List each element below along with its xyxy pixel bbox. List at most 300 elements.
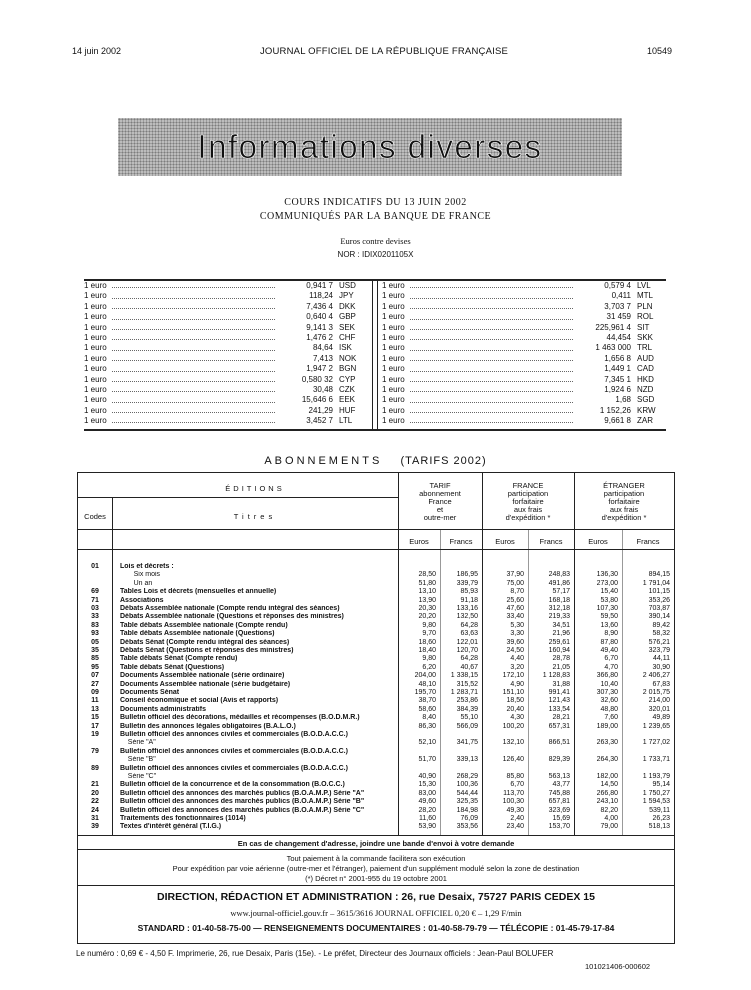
row-value: 55,10 (460, 714, 478, 722)
row-value: 18,40 (418, 647, 436, 654)
row-code: 24 (91, 806, 99, 814)
row-value: 14,50 (600, 781, 618, 789)
row-title: Série "C" (120, 773, 157, 780)
row-value: 991,41 (548, 689, 570, 696)
row-value: 58,32 (652, 630, 670, 638)
currency-code: KRW (637, 405, 656, 415)
row-value: 51,70 (418, 756, 436, 764)
dot-leader (410, 291, 573, 298)
row-value: 7,60 (604, 714, 618, 722)
row-value: 8,90 (604, 630, 618, 638)
row-value: 1 594,53 (642, 798, 670, 806)
dot-leader (112, 354, 275, 361)
row-title: Bulletin officiel des décorations, médailles et récompenses (B.O.D.M.R.) (120, 714, 360, 722)
table-row (78, 655, 674, 662)
rate-label: 1 euro (84, 395, 107, 405)
table-row (78, 630, 674, 637)
rate-value: 0,580 32 (301, 374, 333, 384)
table-row (78, 790, 674, 797)
dot-leader (112, 406, 275, 413)
rate-value: 1,476 2 (306, 332, 333, 342)
row-title: Table débats Sénat (Compte rendu) (120, 655, 238, 663)
row-value: 5,30 (510, 621, 524, 629)
table-row (78, 756, 674, 763)
currency-code: CAD (637, 364, 654, 374)
france-line: forfaitaire (512, 497, 544, 506)
etranger-line: d'expédition * (601, 513, 647, 522)
rate-value: 44,454 (606, 332, 631, 342)
france-line: d'expédition * (505, 513, 551, 522)
rate-value: 9,141 3 (306, 322, 333, 332)
row-value: 341,75 (456, 739, 478, 747)
currency-code: HKD (637, 374, 654, 384)
divider (78, 529, 674, 530)
row-value: 79,00 (600, 823, 618, 831)
row-value: 20,40 (506, 705, 524, 713)
rate-value: 31 459 (606, 312, 631, 322)
row-value: 121,43 (548, 697, 570, 705)
table-row (78, 622, 674, 629)
table-row (78, 571, 674, 578)
row-value: 268,29 (456, 773, 478, 780)
row-value: 28,78 (552, 655, 570, 663)
row-value: 64,28 (460, 621, 478, 629)
rate-label: 1 euro (382, 374, 405, 384)
rate-value: 1,68 (615, 395, 631, 405)
row-value: 312,18 (548, 605, 570, 612)
tarif-line: et (436, 505, 444, 514)
table-row (78, 731, 674, 738)
rate-row (382, 406, 665, 416)
table-row (78, 723, 674, 730)
row-value: 26,23 (652, 815, 670, 822)
codes-header: Codes (84, 512, 106, 521)
row-value: 13,90 (418, 596, 436, 604)
row-value: 53,90 (418, 823, 436, 831)
dot-leader (410, 302, 573, 309)
row-value: 2 015,75 (642, 689, 670, 696)
rate-label: 1 euro (382, 281, 405, 290)
tarif-line: outre-mer (423, 513, 457, 522)
row-value: 1 791,04 (642, 579, 670, 587)
divider (78, 497, 398, 498)
rate-value: 3,703 7 (604, 301, 631, 311)
row-value: 107,30 (596, 605, 618, 612)
row-value: 1 283,71 (450, 689, 478, 696)
row-value: 1 750,27 (642, 789, 670, 797)
note-line: Pour expédition par voie aérienne (outre-mer et l'étranger), paiement d'un supplément modulé selon la zone de destination (172, 864, 580, 873)
row-value: 39,60 (506, 638, 524, 646)
row-value: 657,81 (548, 798, 570, 806)
france-line: aux frais (513, 505, 543, 514)
row-value: 85,80 (506, 773, 524, 780)
rate-row (382, 291, 665, 301)
dot-leader (410, 312, 573, 319)
rate-row (382, 385, 665, 395)
exchange-rates-table (84, 279, 666, 431)
row-value: 264,30 (596, 756, 618, 764)
table-row (78, 588, 674, 595)
rate-row (382, 323, 665, 333)
row-value: 13,10 (418, 588, 436, 596)
currency-code: CYP (339, 374, 356, 384)
row-title: Série "B" (120, 756, 156, 764)
row-value: 168,18 (548, 596, 570, 604)
row-code: 11 (91, 697, 99, 705)
currency-code: USD (339, 281, 356, 290)
table-row (78, 765, 674, 772)
table-row (78, 807, 674, 814)
row-value: 563,13 (548, 773, 570, 780)
rate-label: 1 euro (382, 353, 405, 363)
rate-label: 1 euro (84, 322, 107, 332)
dot-leader (410, 281, 573, 288)
table-row (78, 714, 674, 721)
row-value: 829,39 (548, 756, 570, 764)
row-value: 325,35 (456, 798, 478, 806)
rate-value: 7,436 4 (306, 301, 333, 311)
tarifs-label: (TARIFS 2002) (400, 455, 487, 467)
header-title: JOURNAL OFFICIEL DE LA RÉPUBLIQUE FRANÇAISE (259, 46, 509, 57)
row-value: 120,70 (456, 647, 478, 654)
row-value: 1 128,83 (542, 672, 570, 680)
row-value: 160,94 (548, 647, 570, 654)
table-row (78, 798, 674, 805)
column-divider (372, 281, 378, 429)
currency-code: NZD (637, 384, 654, 394)
row-value: 657,31 (548, 722, 570, 730)
dot-leader (410, 343, 573, 350)
rate-value: 0,411 (611, 291, 631, 301)
row-value: 44,11 (653, 655, 670, 663)
row-value: 576,21 (648, 638, 670, 646)
rate-label: 1 euro (84, 301, 107, 311)
row-value: 86,30 (418, 722, 436, 730)
table-row (78, 563, 674, 570)
row-title: Table débats Sénat (Questions) (120, 663, 225, 671)
rate-value: 0,941 7 (306, 281, 333, 290)
row-value: 189,00 (596, 722, 618, 730)
rate-row (84, 291, 367, 301)
dot-leader (112, 333, 275, 340)
subscription-table (77, 472, 675, 944)
etranger-header (574, 482, 674, 522)
note-line: Tout paiement à la commande facilitera son exécution (286, 854, 466, 863)
row-value: 21,05 (552, 663, 570, 671)
row-title: Bulletin officiel de la concurrence et de la consommation (B.O.C.C.) (120, 781, 345, 789)
rate-value: 30,48 (312, 384, 333, 394)
france-line: participation (507, 489, 549, 498)
table-row (78, 739, 674, 746)
row-value: 48,80 (600, 705, 618, 713)
row-title: Débats Sénat (Compte rendu intégral des séances) (120, 638, 290, 646)
row-value: 49,89 (652, 714, 670, 722)
table-row (78, 781, 674, 788)
table-row (78, 748, 674, 755)
row-value: 52,10 (418, 739, 436, 747)
currency-code: HUF (339, 405, 356, 415)
currency-code: SEK (339, 322, 356, 332)
row-value: 47,60 (506, 605, 524, 612)
row-code: 09 (91, 689, 99, 696)
row-value: 186,95 (456, 571, 478, 579)
row-value: 18,60 (418, 638, 436, 646)
rate-label: 1 euro (382, 322, 405, 332)
dot-leader (112, 281, 275, 288)
row-value: 1 733,71 (642, 756, 670, 764)
etranger-line: participation (603, 489, 645, 498)
currency-code: DKK (339, 301, 356, 311)
row-title: Débats Assemblée nationale (Questions et réponses des ministres) (120, 613, 344, 621)
row-value: 23,40 (506, 823, 524, 831)
rate-value: 9,661 8 (604, 416, 631, 426)
row-value: 59,50 (600, 613, 618, 621)
dot-leader (112, 416, 275, 423)
rate-label: 1 euro (84, 353, 107, 363)
row-code: 39 (91, 823, 99, 831)
row-value: 323,69 (548, 806, 570, 814)
row-value: 1 338,15 (450, 672, 478, 680)
row-value: 566,09 (456, 722, 478, 730)
dot-leader (410, 416, 573, 423)
row-code: 17 (91, 722, 99, 730)
rate-value: 15,646 6 (301, 395, 333, 405)
row-value: 87,80 (600, 638, 618, 646)
row-value: 101,15 (648, 588, 670, 596)
row-value: 31,88 (552, 680, 570, 688)
rate-value: 7,413 (312, 353, 333, 363)
row-value: 15,69 (552, 815, 570, 822)
row-title: Documents Assemblée nationale (série budgétaire) (120, 680, 291, 688)
row-value: 184,98 (456, 806, 478, 814)
currency-code: PLN (637, 301, 653, 311)
row-value: 866,51 (548, 739, 570, 747)
dot-leader (112, 302, 275, 309)
rate-label: 1 euro (382, 312, 405, 322)
table-row (78, 706, 674, 713)
row-title: Documents Sénat (120, 689, 180, 696)
row-value: 182,00 (596, 773, 618, 780)
row-title: Bulletin officiel des annonces des marchés publics (B.O.A.M.P.) Série "B" (120, 798, 365, 806)
row-code: 35 (91, 647, 99, 654)
row-value: 384,39 (456, 705, 478, 713)
nor-reference: NOR : IDIX0201105X (337, 250, 414, 259)
rate-label: 1 euro (84, 405, 107, 415)
rate-label: 1 euro (382, 291, 405, 301)
row-value: 34,51 (552, 621, 570, 629)
row-code: 69 (91, 588, 99, 596)
row-value: 9,80 (422, 655, 436, 663)
row-value: 32,60 (600, 697, 618, 705)
rate-row (84, 281, 367, 291)
rate-row (382, 416, 665, 426)
row-value: 8,70 (510, 588, 524, 596)
row-value: 323,79 (648, 647, 670, 654)
france-line: FRANCE (512, 481, 544, 490)
table-row (78, 647, 674, 654)
euros-label: Euros (588, 537, 608, 546)
row-code: 15 (91, 714, 99, 722)
row-value: 33,40 (506, 613, 524, 621)
rate-label: 1 euro (84, 312, 107, 322)
rate-label: 1 euro (382, 395, 405, 405)
row-value: 63,63 (460, 630, 478, 638)
row-value: 6,70 (510, 781, 524, 789)
row-value: 82,20 (600, 806, 618, 814)
row-value: 745,88 (548, 789, 570, 797)
row-value: 4,70 (604, 663, 618, 671)
dot-leader (410, 364, 573, 371)
table-row (78, 689, 674, 696)
row-value: 21,96 (552, 630, 570, 638)
phones-line: STANDARD : 01-40-58-75-00 — RENSEIGNEMENTS DOCUMENTAIRES : 01-40-58-79-79 — TÉLÉCOPIE : 01-45-79-17-84 (137, 923, 615, 933)
row-code: 33 (91, 613, 99, 621)
row-value: 253,86 (456, 697, 478, 705)
euros-label: Euros (495, 537, 515, 546)
row-code: 13 (91, 705, 99, 713)
row-value: 133,16 (456, 605, 478, 612)
rate-row (382, 281, 665, 291)
row-value: 151,10 (502, 689, 524, 696)
row-value: 2 406,27 (642, 672, 670, 680)
row-value: 259,61 (548, 638, 570, 646)
table-row (78, 681, 674, 688)
currency-code: EEK (339, 395, 356, 405)
website-line: www.journal-officiel.gouv.fr – 3615/3616 JOURNAL OFFICIEL 0,20 € – 1,29 F/min (230, 908, 522, 918)
row-code: 05 (91, 638, 99, 646)
row-code: 19 (91, 731, 99, 738)
etranger-line: forfaitaire (608, 497, 640, 506)
rate-label: 1 euro (382, 301, 405, 311)
rate-row (84, 312, 367, 322)
rate-row (84, 364, 367, 374)
rate-row (84, 406, 367, 416)
row-value: 57,17 (552, 588, 570, 596)
rate-label: 1 euro (84, 416, 107, 426)
divider (78, 885, 674, 886)
currency-code: NOK (339, 353, 357, 363)
row-value: 6,70 (604, 655, 618, 663)
page-header (72, 46, 672, 57)
direction-address: DIRECTION, RÉDACTION ET ADMINISTRATION : 26, rue Desaix, 75727 PARIS CEDEX 15 (157, 891, 595, 903)
rate-row (382, 354, 665, 364)
rate-row (84, 333, 367, 343)
row-value: 95,14 (652, 781, 670, 789)
france-header (482, 482, 574, 522)
rate-value: 118,24 (309, 291, 333, 301)
row-title: Documents administratifs (120, 705, 206, 713)
row-value: 136,30 (596, 571, 618, 579)
rate-value: 0,640 4 (306, 312, 333, 322)
row-value: 4,30 (510, 714, 524, 722)
row-value: 38,70 (418, 697, 436, 705)
row-value: 30,90 (652, 663, 670, 671)
header-date: 14 juin 2002 (72, 46, 122, 56)
rate-value: 7,345 1 (604, 374, 631, 384)
row-value: 366,80 (596, 672, 618, 680)
row-title: Un an (120, 579, 153, 587)
cours-title: COURS INDICATIFS DU 13 JUIN 2002 (284, 197, 467, 208)
table-row (78, 773, 674, 780)
dot-leader (112, 323, 275, 330)
row-value: 6,20 (422, 663, 436, 671)
table-row (78, 580, 674, 587)
row-title: Bulletin officiel des annonces civiles et commerciales (B.O.D.A.C.C.) (120, 747, 348, 755)
rate-row (84, 385, 367, 395)
row-title: Série "A" (120, 739, 156, 747)
rate-label: 1 euro (84, 364, 107, 374)
dot-leader (112, 312, 275, 319)
rates-left-column (84, 281, 367, 426)
row-value: 4,90 (510, 680, 524, 688)
row-value: 339,79 (456, 579, 478, 587)
currency-code: LTL (339, 416, 353, 426)
table-row (78, 672, 674, 679)
row-value: 3,20 (510, 663, 524, 671)
row-value: 48,10 (418, 680, 436, 688)
rate-label: 1 euro (84, 281, 107, 290)
row-value: 1 193,79 (642, 773, 670, 780)
row-value: 113,70 (503, 789, 524, 797)
row-value: 83,00 (418, 789, 436, 797)
row-title: Traitements des fonctionnaires (1014) (120, 815, 246, 822)
row-value: 2,40 (510, 815, 524, 822)
row-value: 3,30 (510, 630, 524, 638)
row-value: 132,50 (456, 613, 478, 621)
row-value: 339,13 (456, 756, 478, 764)
etranger-line: ÉTRANGER (603, 481, 645, 490)
currency-code: MTL (637, 291, 653, 301)
rate-row (84, 416, 367, 426)
row-value: 13,60 (600, 621, 618, 629)
row-value: 53,80 (600, 596, 618, 604)
francs-label: Francs (539, 537, 563, 546)
row-code: 89 (91, 764, 99, 772)
row-value: 132,10 (502, 739, 524, 747)
rate-row (84, 323, 367, 333)
row-value: 49,30 (506, 806, 524, 814)
row-title: Bulletin officiel des annonces des marchés publics (B.O.A.M.P.) Série "A" (120, 789, 365, 797)
currency-code: LVL (637, 281, 651, 290)
row-code: 93 (91, 630, 99, 638)
row-value: 153,70 (548, 823, 570, 831)
row-value: 20,30 (418, 605, 436, 612)
row-value: 539,11 (649, 806, 670, 814)
row-value: 43,77 (552, 781, 570, 789)
rate-label: 1 euro (84, 332, 107, 342)
rate-value: 1 152,26 (599, 405, 631, 415)
dot-leader (410, 395, 573, 402)
row-code: 79 (91, 747, 99, 755)
row-code: 20 (91, 789, 99, 797)
rate-label: 1 euro (382, 364, 405, 374)
rate-row (382, 333, 665, 343)
row-value: 307,30 (596, 689, 618, 696)
row-title: Tables Lois et décrets (mensuelles et annuelle) (120, 588, 277, 596)
row-value: 8,40 (422, 714, 436, 722)
row-value: 1 239,65 (642, 722, 670, 730)
row-value: 49,60 (418, 798, 436, 806)
currency-code: SIT (637, 322, 650, 332)
rate-row (382, 364, 665, 374)
rate-row (382, 302, 665, 312)
row-value: 75,00 (506, 579, 524, 587)
currency-code: BGN (339, 364, 357, 374)
row-value: 195,70 (414, 689, 436, 696)
dot-leader (410, 333, 573, 340)
currency-code: GBP (339, 312, 356, 322)
currency-code: TRL (637, 343, 653, 353)
